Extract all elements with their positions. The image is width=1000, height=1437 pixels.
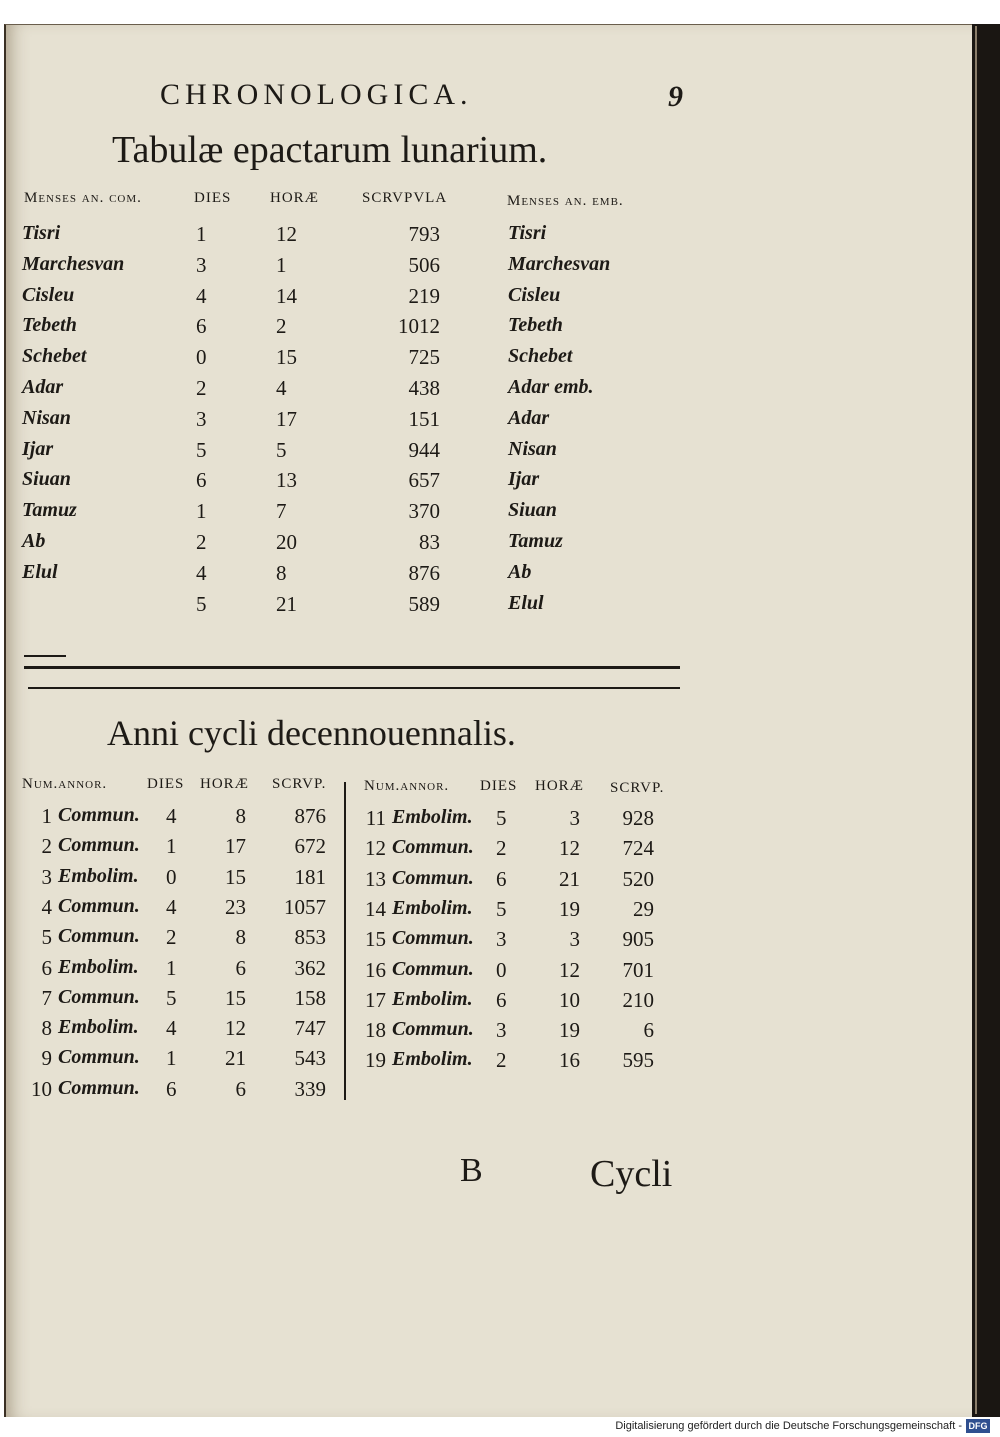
table2-left-row-2-horae: 17 — [225, 834, 246, 858]
table1-row-10-horae-value: 7 — [276, 499, 287, 523]
table2-right-row-18-n: 18 — [365, 1018, 386, 1042]
table2-right-row-13-horae: 21 — [559, 867, 580, 891]
table1-row-11-horae-value: 20 — [276, 530, 297, 554]
column-divider — [344, 782, 346, 1100]
rule-top — [24, 666, 680, 669]
table1-header-menses-com: Menses an. com. — [24, 190, 142, 206]
table2-left-header-horae: HORÆ — [200, 776, 250, 792]
table1-row-6-horae-value: 4 — [276, 376, 287, 400]
table2-left-row-10-scrup: 339 — [294, 1077, 326, 1101]
table2-left-row-10-type: Commun. — [58, 1077, 140, 1099]
table1-header-scrupula: SCRVPVLA — [362, 190, 448, 206]
table1-row-2-scrupula-value: 506 — [408, 253, 440, 277]
table2-left-row-3-scrup: 181 — [294, 865, 326, 889]
table1-row-13-horae-value: 21 — [276, 592, 297, 616]
table1-row-12-month-embolismic: Ab — [508, 561, 532, 583]
table2-right-row-19-dies: 2 — [496, 1048, 507, 1072]
table2-left-row-7-horae: 15 — [225, 986, 246, 1010]
table2-left-row-4-dies: 4 — [166, 895, 177, 919]
table2-left-row-8-horae: 12 — [225, 1016, 246, 1040]
table2-right-row-14-n: 14 — [365, 897, 386, 921]
table1-row-9-scrupula-value: 657 — [408, 468, 440, 492]
page-edge-line — [975, 26, 977, 1414]
table2-left-header-num: Num.annor. — [22, 776, 108, 792]
table1-row-4-horae-value: 2 — [276, 314, 287, 338]
table2-left-row-5-n: 5 — [41, 925, 52, 949]
table2-left-row-5-scrup: 853 — [294, 925, 326, 949]
table1-row-11-scrupula-value: 83 — [419, 530, 440, 554]
running-head: CHRONOLOGICA. — [160, 78, 473, 111]
table2-left-row-6-type: Embolim. — [58, 956, 139, 978]
table2-left-row-6-dies: 1 — [166, 956, 177, 980]
table1-row-13-month-embolismic: Elul — [508, 592, 544, 614]
rule-bottom — [28, 687, 680, 689]
table1-row-4-dies-value: 6 — [196, 314, 207, 338]
table1-row-8-month-common: Ijar — [22, 438, 54, 460]
table2-right-row-13-type: Commun. — [392, 867, 474, 889]
table1-row-2-dies-value: 3 — [196, 253, 207, 277]
table1-header-dies: DIES — [194, 190, 232, 206]
table1-row-6-month-embolismic: Adar emb. — [508, 376, 594, 398]
table1-row-4-scrupula-value: 1012 — [398, 314, 440, 338]
table1-row-11-month-common: Ab — [22, 530, 46, 552]
table2-right-row-19-scrup: 595 — [622, 1048, 654, 1072]
table1-row-10-month-common: Tamuz — [22, 499, 77, 521]
table1-row-12-horae-value: 8 — [276, 561, 287, 585]
table2-left-row-2-type: Commun. — [58, 834, 140, 856]
table2-right-row-15-horae: 3 — [569, 927, 580, 951]
table2-left-row-2-scrup: 672 — [294, 834, 326, 858]
table1-row-1-month-embolismic: Tisri — [508, 222, 547, 244]
table1-row-3-month-embolismic: Cisleu — [508, 284, 561, 306]
table2-left-row-4-scrup: 1057 — [284, 895, 326, 919]
funding-notice: Digitalisierung gefördert durch die Deutsche Forschungsgemeinschaft - — [615, 1420, 962, 1432]
table2-left-row-10-dies: 6 — [166, 1077, 177, 1101]
table2-left-row-7-n: 7 — [41, 986, 52, 1010]
table2-right-row-15-scrup: 905 — [622, 927, 654, 951]
table2-right-row-19-type: Embolim. — [392, 1048, 473, 1070]
table1-row-6-month-common: Adar — [22, 376, 64, 398]
table2-right-row-17-scrup: 210 — [622, 988, 654, 1012]
table1-header-menses-emb: Menses an. emb. — [507, 193, 624, 209]
table2-left-row-7-dies: 5 — [166, 986, 177, 1010]
table2-left-row-7-scrup: 158 — [294, 986, 326, 1010]
table2-title: Anni cycli decennouennalis. — [107, 713, 516, 753]
table1-row-2-horae-value: 1 — [276, 253, 287, 277]
table2-left-row-9-n: 9 — [41, 1046, 52, 1070]
table2-left-row-9-horae: 21 — [225, 1046, 246, 1070]
table2-left-row-10-n: 10 — [31, 1077, 52, 1101]
rule-stub — [24, 655, 66, 657]
table2-right-row-12-horae: 12 — [559, 836, 580, 860]
table2-right-row-11-horae: 3 — [569, 806, 580, 830]
table1-row-1-scrupula-value: 793 — [408, 222, 440, 246]
table2-right-row-13-scrup: 520 — [622, 867, 654, 891]
table1-row-12-dies-value: 4 — [196, 561, 207, 585]
table2-right-row-17-horae: 10 — [559, 988, 580, 1012]
table1-row-3-dies-value: 4 — [196, 284, 207, 308]
table2-left-row-4-type: Commun. — [58, 895, 140, 917]
table2-right-row-18-dies: 3 — [496, 1018, 507, 1042]
table2-left-row-1-type: Commun. — [58, 804, 140, 826]
table2-right-header-dies: DIES — [480, 778, 518, 794]
table2-left-row-8-scrup: 747 — [294, 1016, 326, 1040]
catchword: Cycli — [590, 1153, 673, 1195]
table1-row-7-dies-value: 3 — [196, 407, 207, 431]
table2-right-row-16-dies: 0 — [496, 958, 507, 982]
table1-header-horae: HORÆ — [270, 190, 320, 206]
dfg-logo: DFG — [966, 1419, 990, 1433]
table2-right-row-18-type: Commun. — [392, 1018, 474, 1040]
table1-row-9-month-common: Siuan — [22, 468, 71, 490]
table2-right-row-14-scrup: 29 — [633, 897, 654, 921]
table1-row-10-dies-value: 1 — [196, 499, 207, 523]
table2-right-row-17-dies: 6 — [496, 988, 507, 1012]
table2-right-row-13-dies: 6 — [496, 867, 507, 891]
table2-left-row-2-n: 2 — [41, 834, 52, 858]
table2-left-row-5-dies: 2 — [166, 925, 177, 949]
table2-left-row-6-horae: 6 — [235, 956, 246, 980]
table1-row-11-month-embolismic: Tamuz — [508, 530, 563, 552]
table2-left-row-3-n: 3 — [41, 865, 52, 889]
table1-row-13-dies-value: 5 — [196, 592, 207, 616]
table1-row-4-month-common: Tebeth — [22, 314, 77, 336]
table2-right-row-11-n: 11 — [365, 806, 386, 830]
table1-row-2-month-common: Marchesvan — [22, 253, 125, 275]
table2-left-row-8-n: 8 — [41, 1016, 52, 1040]
table2-right-row-16-type: Commun. — [392, 958, 474, 980]
table2-left-row-4-n: 4 — [41, 895, 52, 919]
table1-row-7-horae-value: 17 — [276, 407, 297, 431]
table1-row-5-horae-value: 15 — [276, 345, 297, 369]
table2-right-row-12-type: Commun. — [392, 836, 474, 858]
table2-left-row-9-type: Commun. — [58, 1046, 140, 1068]
table2-left-row-10-horae: 6 — [235, 1077, 246, 1101]
table1-row-8-scrupula-value: 944 — [408, 438, 440, 462]
table2-left-row-3-type: Embolim. — [58, 865, 139, 887]
table2-left-row-1-n: 1 — [41, 804, 52, 828]
table2-right-row-15-n: 15 — [365, 927, 386, 951]
table1-row-1-horae-value: 12 — [276, 222, 297, 246]
table1-row-6-dies-value: 2 — [196, 376, 207, 400]
table1-title: Tabulæ epactarum lunarium. — [112, 129, 548, 171]
table2-right-row-16-scrup: 701 — [622, 958, 654, 982]
table1-row-5-month-embolismic: Schebet — [508, 345, 573, 367]
table2-left-row-1-horae: 8 — [235, 804, 246, 828]
signature-mark: B — [460, 1152, 483, 1189]
table1-row-6-scrupula-value: 438 — [408, 376, 440, 400]
table1-row-3-horae-value: 14 — [276, 284, 297, 308]
table2-left-header-dies: DIES — [147, 776, 185, 792]
table1-row-8-dies-value: 5 — [196, 438, 207, 462]
table2-right-header-num: Num.annor. — [364, 778, 450, 794]
table2-left-row-1-dies: 4 — [166, 804, 177, 828]
table2-right-row-14-horae: 19 — [559, 897, 580, 921]
table2-right-row-16-horae: 12 — [559, 958, 580, 982]
table1-row-2-month-embolismic: Marchesvan — [508, 253, 611, 275]
table2-right-header-scrup: SCRVP. — [610, 780, 665, 796]
table2-left-row-5-horae: 8 — [235, 925, 246, 949]
table1-row-10-scrupula-value: 370 — [408, 499, 440, 523]
table2-left-row-9-dies: 1 — [166, 1046, 177, 1070]
table1-row-9-dies-value: 6 — [196, 468, 207, 492]
table1-row-11-dies-value: 2 — [196, 530, 207, 554]
table2-left-row-7-type: Commun. — [58, 986, 140, 1008]
table2-right-row-19-horae: 16 — [559, 1048, 580, 1072]
table2-right-row-17-type: Embolim. — [392, 988, 473, 1010]
table1-row-7-scrupula-value: 151 — [408, 407, 440, 431]
table2-right-row-11-type: Embolim. — [392, 806, 473, 828]
table1-row-13-scrupula-value: 589 — [408, 592, 440, 616]
table2-right-row-17-n: 17 — [365, 988, 386, 1012]
table2-right-row-11-scrup: 928 — [622, 806, 654, 830]
table2-right-row-14-type: Embolim. — [392, 897, 473, 919]
table2-left-row-4-horae: 23 — [225, 895, 246, 919]
table1-row-3-scrupula-value: 219 — [408, 284, 440, 308]
table2-right-row-19-n: 19 — [365, 1048, 386, 1072]
table2-right-header-horae: HORÆ — [535, 778, 585, 794]
table2-left-row-6-scrup: 362 — [294, 956, 326, 980]
table2-right-row-12-dies: 2 — [496, 836, 507, 860]
table1-row-3-month-common: Cisleu — [22, 284, 75, 306]
table1-row-7-month-common: Nisan — [22, 407, 71, 429]
table2-right-row-16-n: 16 — [365, 958, 386, 982]
table1-row-5-month-common: Schebet — [22, 345, 87, 367]
table2-right-row-18-horae: 19 — [559, 1018, 580, 1042]
table1-row-9-month-embolismic: Ijar — [508, 468, 540, 490]
table2-left-row-3-dies: 0 — [166, 865, 177, 889]
table2-left-row-2-dies: 1 — [166, 834, 177, 858]
table2-left-row-1-scrup: 876 — [294, 804, 326, 828]
table2-right-row-11-dies: 5 — [496, 806, 507, 830]
table1-row-1-dies-value: 1 — [196, 222, 207, 246]
table1-row-4-month-embolismic: Tebeth — [508, 314, 563, 336]
table2-right-row-12-scrup: 724 — [622, 836, 654, 860]
table2-left-header-scrup: SCRVP. — [272, 776, 327, 792]
table1-row-7-month-embolismic: Adar — [508, 407, 550, 429]
table2-left-row-6-n: 6 — [41, 956, 52, 980]
table2-left-row-8-dies: 4 — [166, 1016, 177, 1040]
table2-right-row-13-n: 13 — [365, 867, 386, 891]
table2-right-row-18-scrup: 6 — [643, 1018, 654, 1042]
table2-left-row-9-scrup: 543 — [294, 1046, 326, 1070]
table2-right-row-12-n: 12 — [365, 836, 386, 860]
table1-row-8-month-embolismic: Nisan — [508, 438, 557, 460]
table1-row-12-month-common: Elul — [22, 561, 58, 583]
table1-row-12-scrupula-value: 876 — [408, 561, 440, 585]
table2-left-row-5-type: Commun. — [58, 925, 140, 947]
table2-left-row-8-type: Embolim. — [58, 1016, 139, 1038]
table2-left-row-3-horae: 15 — [225, 865, 246, 889]
table2-right-row-15-type: Commun. — [392, 927, 474, 949]
table1-row-10-month-embolismic: Siuan — [508, 499, 557, 521]
table1-row-9-horae-value: 13 — [276, 468, 297, 492]
page-number: 9 — [668, 80, 683, 113]
table1-row-5-dies-value: 0 — [196, 345, 207, 369]
table1-row-1-month-common: Tisri — [22, 222, 61, 244]
table2-right-row-15-dies: 3 — [496, 927, 507, 951]
table2-right-row-14-dies: 5 — [496, 897, 507, 921]
table1-row-5-scrupula-value: 725 — [408, 345, 440, 369]
table1-row-8-horae-value: 5 — [276, 438, 287, 462]
